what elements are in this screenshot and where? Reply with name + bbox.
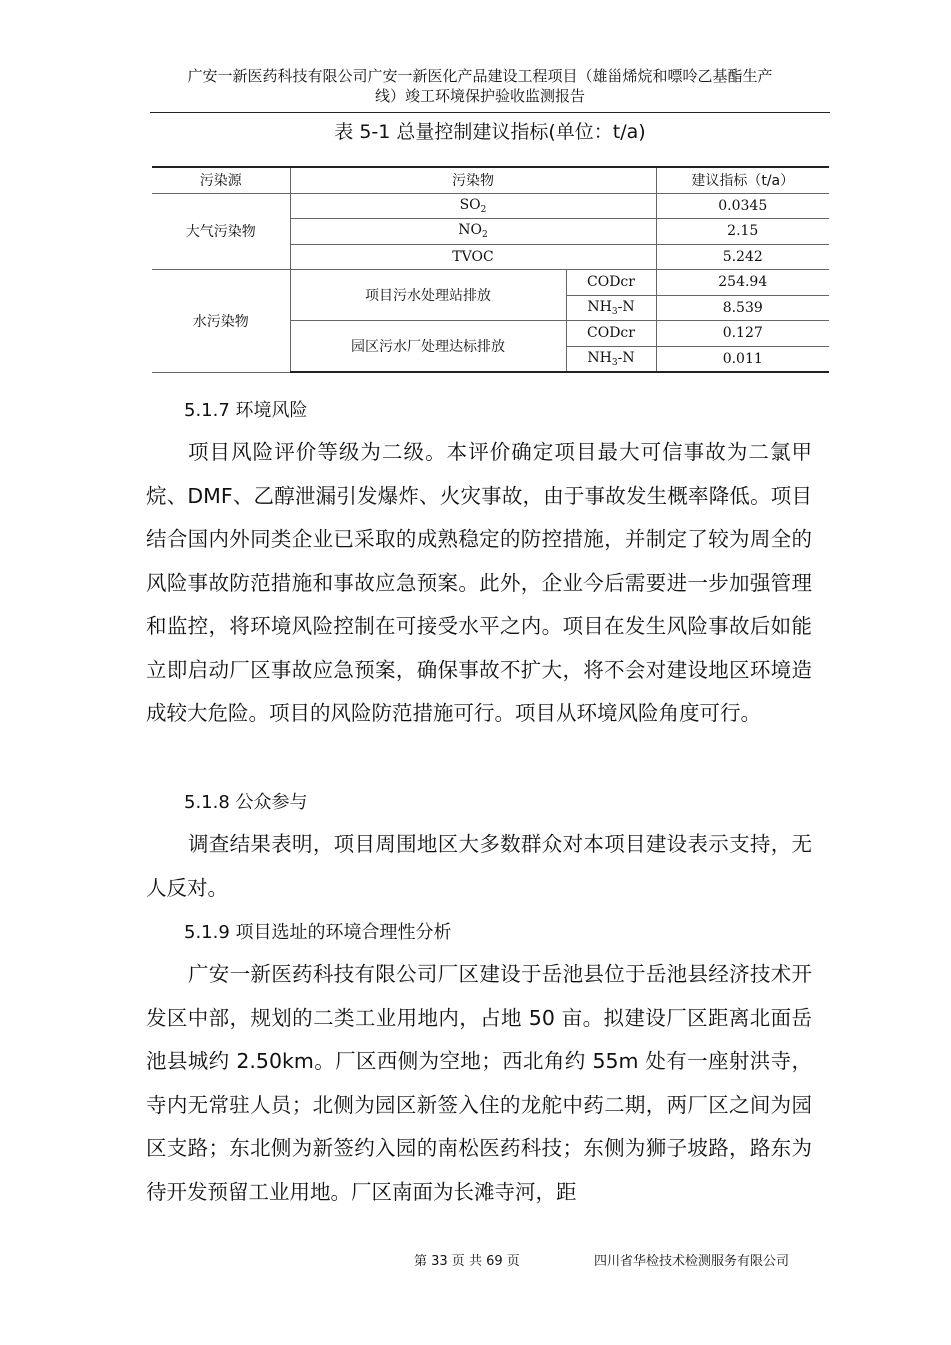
limit-value: 0.0345 [656, 193, 829, 219]
pollutant-subscript: 2 [480, 204, 487, 215]
discharge-group: 项目污水处理站排放 [290, 270, 566, 321]
page-number: 第 33 页 共 69 页 [414, 1254, 520, 1269]
pollutant-name: TVOC [452, 248, 494, 265]
pollutant-cell [290, 219, 656, 245]
section-title-site: 5.1.9 项目选址的环境合理性分析 [184, 922, 452, 943]
pollutant-subscript: 3 [611, 306, 618, 317]
section-title-risk: 5.1.7 环境风险 [184, 400, 308, 421]
pollutant-cell [566, 270, 656, 296]
pollutant-cell [566, 321, 656, 347]
header-limit: 建议指标（t/a） [656, 167, 829, 193]
discharge-group: 园区污水厂处理达标排放 [290, 321, 566, 373]
pollutant-name: CODcr [587, 274, 635, 291]
category-water: 水污染物 [152, 270, 290, 373]
report-header [130, 66, 830, 106]
header-rule [150, 112, 830, 113]
limit-value: 0.011 [656, 346, 829, 372]
pollutant-cell [290, 193, 656, 219]
pollutant-name: SO [459, 196, 481, 213]
limit-value: 8.539 [656, 295, 829, 321]
table-header-row [152, 167, 829, 193]
header-line-2: 线）竣工环境保护验收监测报告 [374, 87, 585, 105]
category-air: 大气污染物 [152, 193, 290, 270]
header-pollutant: 污染物 [290, 167, 656, 193]
table-row [152, 193, 829, 219]
pollutant-suffix: -N [617, 298, 635, 315]
limit-value: 254.94 [656, 270, 829, 296]
pollutant-name: CODcr [587, 325, 635, 342]
pollutant-cell [566, 346, 656, 372]
paragraph-risk: 项目风险评价等级为二级。本评价确定项目最大可信事故为二氯甲烷、DMF、乙醇泄漏引发爆炸、火灾事故，由于事故发生概率降低。项目结合国内外同类企业已采取的成熟稳定的防控措施，并制定了较为周全的风险事故防范措施和事故应急预案。此外，企业今后需要进一步加强管理和监控，将环境风险控制在可接受水平之内。项目在发生风险事故后如能立即启动厂区事故应急预案，确保事故不扩大，将不会对建设地区环境造成较大危险。项目的风险防范措施可行。项目从环境风险角度可行。 [146, 440, 812, 725]
limit-value: 2.15 [656, 219, 829, 245]
pollutant-suffix: -N [617, 349, 635, 366]
pollutant-subscript: 2 [482, 230, 488, 241]
section-title-public: 5.1.8 公众参与 [184, 792, 308, 813]
footer-organization: 四川省华检技术检测服务有限公司 [594, 1254, 790, 1269]
pollutant-name: NO [458, 222, 482, 239]
limit-value: 0.127 [656, 321, 829, 347]
pollutant-name: NH [587, 349, 612, 366]
pollutant-cell [566, 295, 656, 321]
header-line-1: 广安一新医药科技有限公司广安一新医化产品建设工程项目（雄甾烯烷和嘌呤乙基酯生产 [187, 67, 773, 85]
pollutant-name: NH [587, 298, 612, 315]
emission-table [152, 166, 829, 373]
pollutant-cell [290, 244, 656, 270]
limit-value: 5.242 [656, 244, 829, 270]
paragraph-site: 广安一新医药科技有限公司厂区建设于岳池县位于岳池县经济技术开发区中部，规划的二类工业用地内，占地 50 亩。拟建设厂区距离北面岳池县城约 2.50km。厂区西侧为空地；西北角约 55m 处有一座射洪寺，寺内无常驻人员；北侧为园区新签入住的龙舵中药二期，两厂区之间为园区支路；东北侧为新签约入园的南松医药科技；东侧为狮子坡路，路东为待开发预留工业用地。厂区南面为长滩寺河，距 [146, 962, 812, 1204]
pollutant-subscript: 3 [611, 357, 618, 368]
table-row [152, 270, 829, 296]
table-caption: 表 5-1 总量控制建议指标(单位：t/a) [334, 121, 646, 143]
paragraph-public: 调查结果表明，项目周围地区大多数群众对本项目建设表示支持，无人反对。 [146, 832, 812, 900]
header-source: 污染源 [152, 167, 290, 193]
